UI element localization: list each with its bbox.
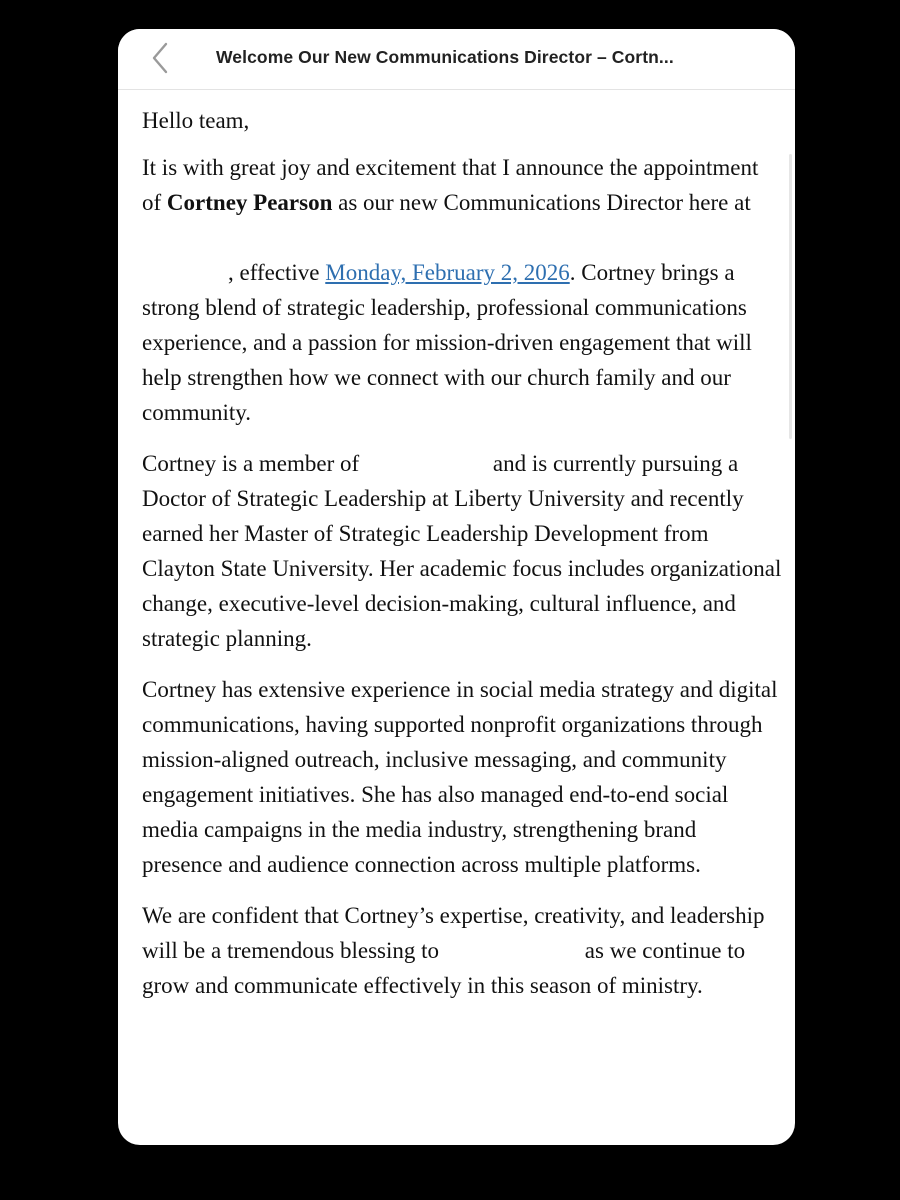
p1-text-1: It is with great joy and excitement that I announce the appointment of <box>142 155 759 215</box>
effective-date-link[interactable]: Monday, February 2, 2026 <box>325 260 570 285</box>
p4-text-1: We are confident that Cortney’s expertise, creativity, and leadership will be a tremendous blessing to <box>142 903 765 963</box>
redacted-church-name-2 <box>439 957 579 958</box>
redacted-org-name <box>142 244 252 245</box>
chevron-left-icon <box>144 39 180 79</box>
director-name: Cortney Pearson <box>166 190 333 215</box>
p1-text-2: as our new Communications Director here at <box>332 190 751 215</box>
p2-text-2: and is currently pursuing a Doctor of Strategic Leadership at Liberty University and recently earned her Master of Strategic Leadership Development from Clayton State University. Her academic focus includes organizational change, executive-level decision-making, cultural influence, and strategic planning. <box>142 451 782 651</box>
paragraph-closing <box>142 898 782 1003</box>
email-subject: Welcome Our New Communications Director – Cortn... <box>216 47 674 67</box>
paragraph-experience: Cortney has extensive experience in social media strategy and digital communications, having supported nonprofit organizations through mission-aligned outreach, inclusive messaging, and community engagement initiatives. She has also managed end-to-end social media campaigns in the media industry, strengthening brand presence and audience connection across multiple platforms. <box>142 677 778 877</box>
p1-text-3: , effective <box>228 260 326 285</box>
p1-text-4: . Cortney brings a strong blend of strategic leadership, professional communications experience, and a passion for mission-driven engagement that will help strengthen how we connect with our church family and our community. <box>142 260 752 425</box>
p2-text-1: Cortney is a member of <box>142 451 360 476</box>
email-body <box>142 103 782 1019</box>
paragraph-education <box>142 446 782 656</box>
scrollbar[interactable] <box>789 154 792 439</box>
email-view <box>118 29 795 1145</box>
back-button[interactable] <box>144 39 180 79</box>
greeting: Hello team, <box>142 108 250 133</box>
email-header <box>118 29 795 90</box>
p4-text-2: as we continue to grow and communicate effectively in this season of ministry. <box>142 938 746 998</box>
redacted-church-name <box>359 470 487 471</box>
redacted-org-name-continued <box>142 279 228 280</box>
paragraph-announcement <box>142 150 782 430</box>
